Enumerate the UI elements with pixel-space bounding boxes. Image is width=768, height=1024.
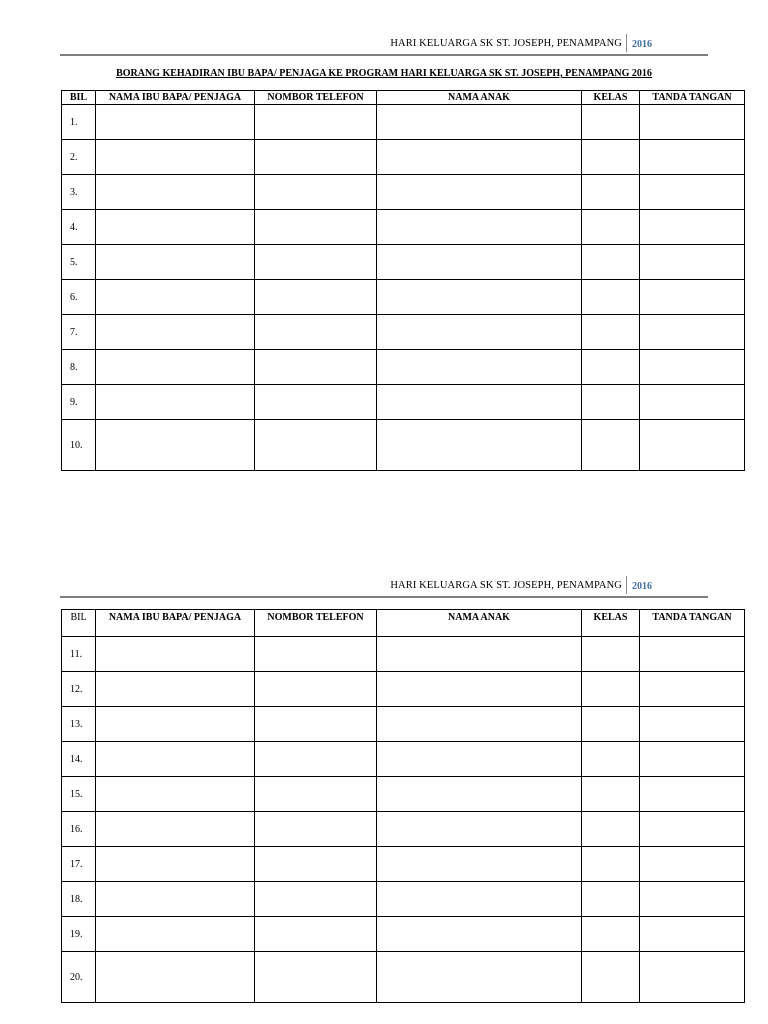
cell-tanda-tangan[interactable] (640, 742, 745, 777)
row-bil: 16. (62, 812, 96, 847)
cell-nama-anak[interactable] (377, 672, 582, 707)
row-bil: 15. (62, 777, 96, 812)
cell-nombor-telefon[interactable] (255, 917, 377, 952)
col-bil: BIL (62, 610, 96, 637)
table-row (62, 742, 745, 777)
cell-tanda-tangan[interactable] (640, 315, 745, 350)
table-row (62, 315, 745, 350)
cell-kelas[interactable] (582, 280, 640, 315)
cell-kelas[interactable] (582, 672, 640, 707)
cell-nama-ibu-bapa[interactable] (96, 952, 255, 1003)
cell-tanda-tangan[interactable] (640, 637, 745, 672)
header-title: HARI KELUARGA SK ST. JOSEPH, PENAMPANG (390, 580, 622, 591)
cell-nama-anak[interactable] (377, 140, 582, 175)
col-nama-ibu-bapa: NAMA IBU BAPA/ PENJAGA (96, 610, 255, 637)
cell-nama-ibu-bapa[interactable] (96, 385, 255, 420)
row-bil: 9. (62, 385, 96, 420)
table-header-row (62, 610, 745, 637)
cell-nama-anak[interactable] (377, 315, 582, 350)
table-row (62, 882, 745, 917)
cell-nama-anak[interactable] (377, 917, 582, 952)
cell-nama-ibu-bapa[interactable] (96, 280, 255, 315)
row-bil: 12. (62, 672, 96, 707)
col-nombor-telefon: NOMBOR TELEFON (255, 91, 377, 105)
row-bil: 10. (62, 420, 96, 471)
cell-nombor-telefon[interactable] (255, 245, 377, 280)
table-row (62, 637, 745, 672)
table-row (62, 420, 745, 471)
col-nama-ibu-bapa: NAMA IBU BAPA/ PENJAGA (96, 91, 255, 105)
table-row (62, 140, 745, 175)
attendance-table-2 (61, 609, 745, 1003)
cell-kelas[interactable] (582, 350, 640, 385)
table-row (62, 210, 745, 245)
cell-kelas[interactable] (582, 245, 640, 280)
cell-nama-ibu-bapa[interactable] (96, 175, 255, 210)
cell-nombor-telefon[interactable] (255, 637, 377, 672)
cell-tanda-tangan[interactable] (640, 210, 745, 245)
cell-nombor-telefon[interactable] (255, 952, 377, 1003)
table-row (62, 175, 745, 210)
cell-nombor-telefon[interactable] (255, 105, 377, 140)
cell-nombor-telefon[interactable] (255, 315, 377, 350)
cell-nama-anak[interactable] (377, 707, 582, 742)
cell-tanda-tangan[interactable] (640, 350, 745, 385)
cell-tanda-tangan[interactable] (640, 882, 745, 917)
cell-nama-ibu-bapa[interactable] (96, 420, 255, 471)
col-tanda-tangan: TANDA TANGAN (640, 610, 745, 637)
cell-nama-ibu-bapa[interactable] (96, 140, 255, 175)
header-divider (626, 34, 627, 52)
cell-nama-ibu-bapa[interactable] (96, 350, 255, 385)
col-tanda-tangan: TANDA TANGAN (640, 91, 745, 105)
cell-kelas[interactable] (582, 917, 640, 952)
row-bil: 8. (62, 350, 96, 385)
row-bil: 5. (62, 245, 96, 280)
cell-tanda-tangan[interactable] (640, 420, 745, 471)
cell-nombor-telefon[interactable] (255, 847, 377, 882)
cell-nama-anak[interactable] (377, 742, 582, 777)
cell-tanda-tangan[interactable] (640, 707, 745, 742)
cell-nama-ibu-bapa[interactable] (96, 105, 255, 140)
cell-tanda-tangan[interactable] (640, 917, 745, 952)
page-header (0, 574, 768, 604)
cell-tanda-tangan[interactable] (640, 672, 745, 707)
cell-nama-ibu-bapa[interactable] (96, 637, 255, 672)
row-bil: 13. (62, 707, 96, 742)
header-divider (626, 576, 627, 594)
cell-nama-anak[interactable] (377, 245, 582, 280)
cell-kelas[interactable] (582, 882, 640, 917)
cell-tanda-tangan[interactable] (640, 140, 745, 175)
cell-nama-anak[interactable] (377, 175, 582, 210)
row-bil: 19. (62, 917, 96, 952)
attendance-table-1 (61, 90, 745, 471)
cell-nama-ibu-bapa[interactable] (96, 210, 255, 245)
cell-nombor-telefon[interactable] (255, 882, 377, 917)
cell-nama-anak[interactable] (377, 812, 582, 847)
header-rule (60, 54, 708, 56)
cell-tanda-tangan[interactable] (640, 812, 745, 847)
cell-nombor-telefon[interactable] (255, 812, 377, 847)
cell-nama-anak[interactable] (377, 882, 582, 917)
table-row (62, 777, 745, 812)
cell-kelas[interactable] (582, 812, 640, 847)
cell-nama-ibu-bapa[interactable] (96, 917, 255, 952)
cell-nama-anak[interactable] (377, 105, 582, 140)
table-row (62, 385, 745, 420)
cell-nombor-telefon[interactable] (255, 140, 377, 175)
cell-tanda-tangan[interactable] (640, 952, 745, 1003)
col-kelas: KELAS (582, 91, 640, 105)
table-row (62, 952, 745, 1003)
cell-tanda-tangan[interactable] (640, 105, 745, 140)
row-bil: 7. (62, 315, 96, 350)
cell-nama-anak[interactable] (377, 777, 582, 812)
table-row (62, 280, 745, 315)
col-nombor-telefon: NOMBOR TELEFON (255, 610, 377, 637)
table-row (62, 707, 745, 742)
row-bil: 3. (62, 175, 96, 210)
cell-kelas[interactable] (582, 385, 640, 420)
cell-nama-ibu-bapa[interactable] (96, 847, 255, 882)
cell-kelas[interactable] (582, 175, 640, 210)
cell-nombor-telefon[interactable] (255, 742, 377, 777)
row-bil: 6. (62, 280, 96, 315)
row-bil: 11. (62, 637, 96, 672)
cell-nombor-telefon[interactable] (255, 707, 377, 742)
cell-nombor-telefon[interactable] (255, 420, 377, 471)
cell-nama-ibu-bapa[interactable] (96, 742, 255, 777)
cell-tanda-tangan[interactable] (640, 280, 745, 315)
row-bil: 1. (62, 105, 96, 140)
cell-tanda-tangan[interactable] (640, 385, 745, 420)
row-bil: 17. (62, 847, 96, 882)
cell-kelas[interactable] (582, 847, 640, 882)
cell-nombor-telefon[interactable] (255, 777, 377, 812)
table-header-row (62, 91, 745, 105)
cell-tanda-tangan[interactable] (640, 777, 745, 812)
cell-nama-anak[interactable] (377, 385, 582, 420)
row-bil: 2. (62, 140, 96, 175)
cell-nombor-telefon[interactable] (255, 280, 377, 315)
form-title: BORANG KEHADIRAN IBU BAPA/ PENJAGA KE PROGRAM HARI KELUARGA SK ST. JOSEPH, PENAMPANG 2016 (116, 68, 652, 79)
header-title: HARI KELUARGA SK ST. JOSEPH, PENAMPANG (390, 38, 622, 49)
cell-nama-ibu-bapa[interactable] (96, 777, 255, 812)
table-row (62, 105, 745, 140)
cell-nombor-telefon[interactable] (255, 210, 377, 245)
row-bil: 14. (62, 742, 96, 777)
cell-kelas[interactable] (582, 210, 640, 245)
cell-kelas[interactable] (582, 140, 640, 175)
col-nama-anak: NAMA ANAK (377, 610, 582, 637)
cell-nama-ibu-bapa[interactable] (96, 672, 255, 707)
cell-nama-ibu-bapa[interactable] (96, 882, 255, 917)
cell-tanda-tangan[interactable] (640, 847, 745, 882)
table-row (62, 350, 745, 385)
cell-nama-ibu-bapa[interactable] (96, 315, 255, 350)
header-year: 2016 (632, 581, 652, 592)
header-year: 2016 (632, 39, 652, 50)
col-kelas: KELAS (582, 610, 640, 637)
cell-nama-anak[interactable] (377, 350, 582, 385)
cell-kelas[interactable] (582, 105, 640, 140)
cell-nombor-telefon[interactable] (255, 385, 377, 420)
cell-tanda-tangan[interactable] (640, 245, 745, 280)
page-header (0, 32, 768, 62)
cell-nama-ibu-bapa[interactable] (96, 245, 255, 280)
cell-nombor-telefon[interactable] (255, 350, 377, 385)
cell-kelas[interactable] (582, 420, 640, 471)
table-row (62, 812, 745, 847)
cell-nama-ibu-bapa[interactable] (96, 707, 255, 742)
cell-kelas[interactable] (582, 637, 640, 672)
table-row (62, 847, 745, 882)
cell-nama-anak[interactable] (377, 637, 582, 672)
table-row (62, 672, 745, 707)
row-bil: 20. (62, 952, 96, 1003)
cell-nombor-telefon[interactable] (255, 672, 377, 707)
col-nama-anak: NAMA ANAK (377, 91, 582, 105)
header-rule (60, 596, 708, 598)
cell-nama-anak[interactable] (377, 952, 582, 1003)
table-row (62, 245, 745, 280)
cell-kelas[interactable] (582, 742, 640, 777)
table-row (62, 917, 745, 952)
cell-nombor-telefon[interactable] (255, 175, 377, 210)
row-bil: 18. (62, 882, 96, 917)
cell-nama-anak[interactable] (377, 420, 582, 471)
cell-kelas[interactable] (582, 315, 640, 350)
row-bil: 4. (62, 210, 96, 245)
cell-nama-anak[interactable] (377, 280, 582, 315)
cell-nama-anak[interactable] (377, 210, 582, 245)
cell-kelas[interactable] (582, 952, 640, 1003)
cell-kelas[interactable] (582, 777, 640, 812)
cell-kelas[interactable] (582, 707, 640, 742)
col-bil: BIL (62, 91, 96, 105)
cell-nama-ibu-bapa[interactable] (96, 812, 255, 847)
cell-tanda-tangan[interactable] (640, 175, 745, 210)
cell-nama-anak[interactable] (377, 847, 582, 882)
